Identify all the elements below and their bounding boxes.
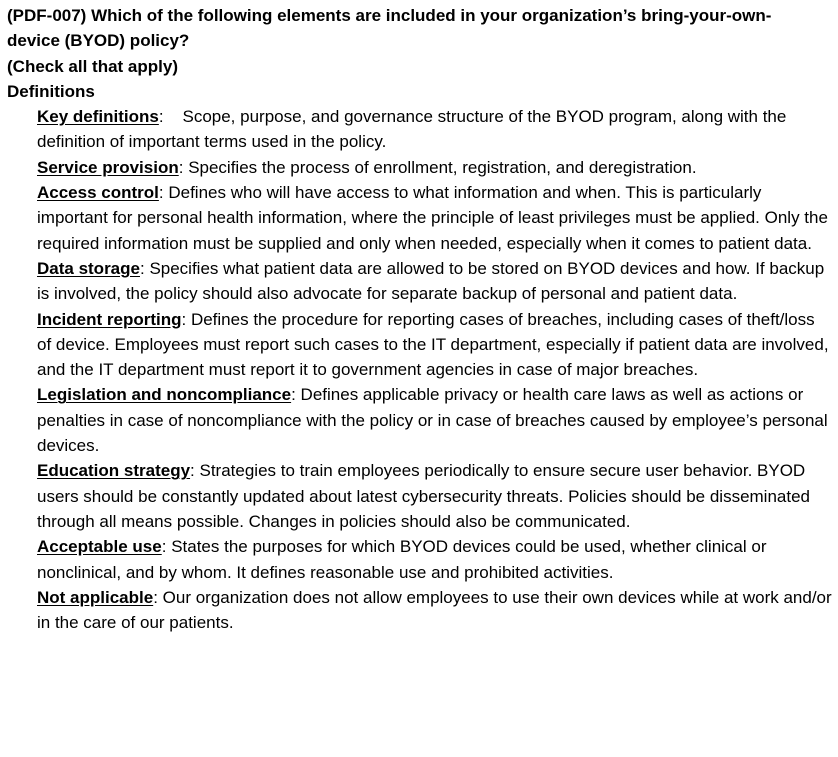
definition-term: Access control — [37, 183, 159, 203]
definition-access-control — [37, 180, 832, 256]
definition-separator: : — [139, 258, 150, 278]
definition-separator: : — [161, 537, 172, 557]
definition-service-provision — [37, 155, 832, 180]
definition-separator: : — [158, 183, 169, 203]
definition-description: Defines the procedure for reporting cases of breaches, including cases of theft/loss of device. Employees must report such cases to the IT department, especially if patient data are involved, and the IT department must report it to government agencies in case of major breaches. — [37, 309, 829, 380]
definition-description: Defines applicable privacy or health care laws as well as actions or penalties in case of noncompliance with the policy or in case of breaches caused by employee’s personal devices. — [37, 385, 828, 456]
definition-education-strategy — [37, 458, 832, 534]
definition-legislation-noncompliance — [37, 382, 832, 458]
definition-term: Data storage — [37, 258, 140, 278]
definition-description: Specifies what patient data are allowed to be stored on BYOD devices and how. If backup is involved, the policy should also advocate for separate backup of personal and patient data. — [37, 258, 825, 304]
definition-description: Scope, purpose, and governance structure of the BYOD program, along with the definition of important terms used in the policy. — [37, 107, 787, 152]
definition-description: Our organization does not allow employees to use their own devices while at work and/or in the care of our patients. — [37, 587, 832, 633]
definition-description: Specifies the process of enrollment, registration, and deregistration. — [188, 157, 697, 177]
definition-term: Legislation and noncompliance — [37, 385, 292, 405]
definitions-heading: Definitions — [7, 81, 95, 101]
definition-description: Defines who will have access to what information and when. This is particularly important for personal health information, where the principle of least privileges must be applied. Only the required information must be supplied and only when needed, especially when it comes to patient data. — [37, 183, 828, 253]
definition-term: Not applicable — [37, 587, 154, 607]
definition-term: Key definitions — [37, 107, 159, 127]
definition-separator: : — [153, 587, 163, 607]
definition-incident-reporting — [37, 307, 832, 383]
definition-term: Incident reporting — [37, 309, 182, 329]
question-instruction: (Check all that apply) — [7, 56, 178, 76]
definition-separator: : — [158, 107, 183, 127]
definition-term: Service provision — [37, 157, 179, 177]
definition-acceptable-use — [37, 534, 832, 585]
definition-separator: : — [178, 157, 189, 177]
definition-separator: : — [190, 461, 200, 481]
definition-separator: : — [291, 385, 301, 405]
question-text: (PDF-007) Which of the following elements are included in your organization’s bring-your-own-device (BYOD) policy? — [7, 6, 772, 51]
definition-description: States the purposes for which BYOD devices could be used, whether clinical or nonclinical, and by whom. It defines reasonable use and prohibited activities. — [37, 537, 767, 582]
definition-data-storage — [37, 256, 832, 307]
definition-separator: : — [181, 309, 191, 329]
definitions-list — [7, 104, 832, 635]
definition-term: Education strategy — [37, 461, 191, 481]
definition-key-definitions — [37, 104, 832, 155]
definition-description: Strategies to train employees periodically to ensure secure user behavior. BYOD users should be constantly updated about latest cybersecurity threats. Policies should be disseminated through all means possible. Changes in policies should also be communicated. — [37, 461, 811, 531]
definition-not-applicable — [37, 585, 832, 636]
definition-term: Acceptable use — [37, 537, 162, 557]
